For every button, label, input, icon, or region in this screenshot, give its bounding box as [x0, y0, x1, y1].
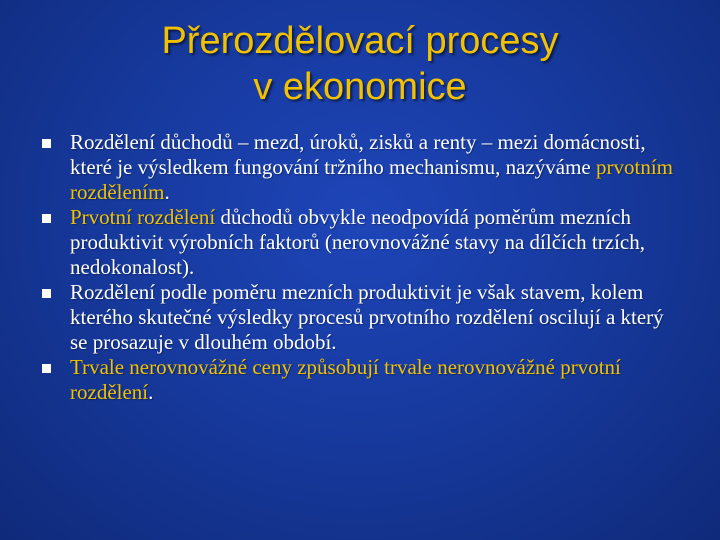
- square-bullet-icon: [42, 214, 51, 223]
- square-bullet-icon: [42, 364, 51, 373]
- bullet-item-3: [42, 280, 682, 355]
- bullet-list: [42, 130, 682, 405]
- bullet-4-end: .: [148, 380, 154, 404]
- slide-title: [0, 18, 720, 110]
- bullet-item-2: [42, 205, 682, 280]
- bullet-1-highlight: prvotním rozdělením: [70, 155, 673, 204]
- bullet-2-text: důchodů obvykle neodpovídá poměrům mezních produktivit výrobních faktorů (nerovnovážné stavy na dílčích trzích, nedokonalost).: [70, 205, 645, 279]
- bullet-1-end: .: [164, 180, 170, 204]
- bullet-3-text: Rozdělení podle poměru mezních produktivit je však stavem, kolem kterého skutečné výsledky procesů prvotního rozdělení oscilují a který se prosazuje v dlouhém období.: [70, 280, 664, 354]
- slide-title-line-2: v ekonomice: [253, 66, 467, 108]
- slide-title-line-1: Přerozdělovací procesy: [161, 20, 559, 62]
- square-bullet-icon: [42, 289, 51, 298]
- square-bullet-icon: [42, 139, 51, 148]
- bullet-2-highlight: Prvotní rozdělení: [70, 205, 216, 229]
- bullet-item-1: [42, 130, 682, 205]
- bullet-item-4: [42, 355, 682, 405]
- bullet-4-highlight: Trvale nerovnovážné ceny způsobují trvale nerovnovážné prvotní rozdělení: [70, 355, 621, 404]
- bullet-1-text: Rozdělení důchodů – mezd, úroků, zisků a renty – mezi domácnosti, které je výsledkem fungování tržního mechanismu, nazýváme: [70, 130, 646, 179]
